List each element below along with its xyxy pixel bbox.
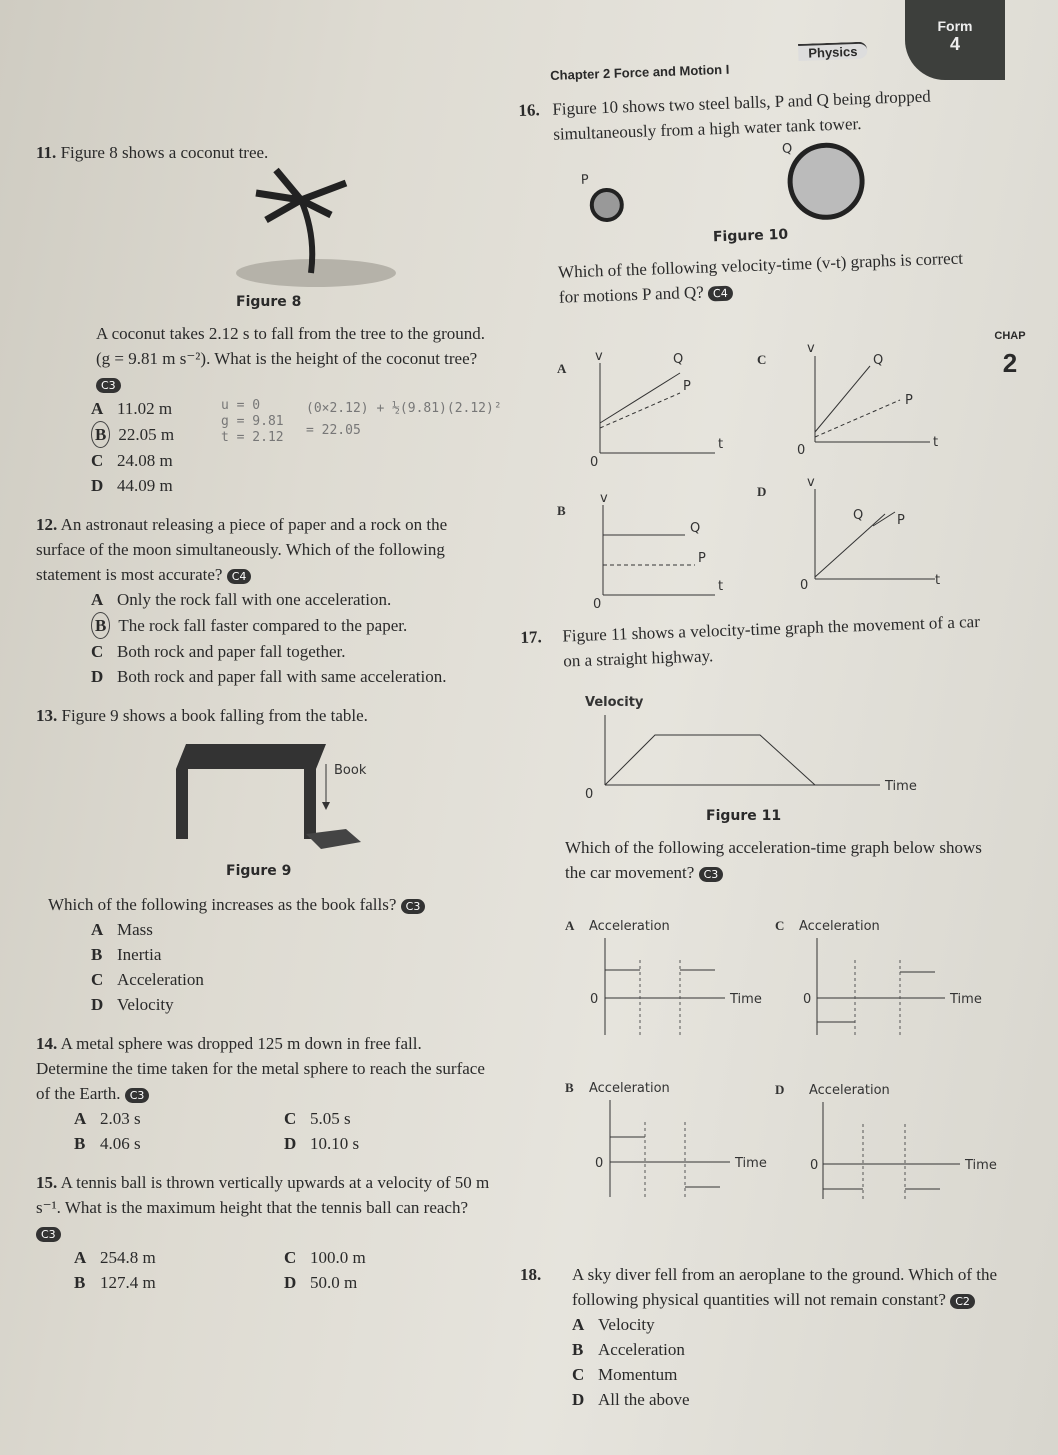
level-badge: C3: [699, 867, 724, 882]
option-a[interactable]: A 254.8 m: [74, 1248, 156, 1267]
svg-text:P: P: [580, 172, 590, 188]
option-c[interactable]: C Acceleration: [91, 970, 204, 989]
svg-text:C: C: [757, 352, 767, 367]
question-intro: Figure 9 shows a book falling from the table.: [61, 706, 368, 725]
chapter-title: Chapter 2 Force and Motion I: [550, 61, 730, 83]
option-c[interactable]: C 100.0 m: [284, 1248, 366, 1267]
level-badge: C3: [125, 1088, 150, 1103]
svg-text:0: 0: [585, 787, 594, 802]
at-graph-option-b[interactable]: [565, 1072, 785, 1202]
svg-text:v: v: [600, 491, 608, 506]
svg-text:D: D: [775, 1082, 785, 1097]
at-graph-option-a[interactable]: [565, 910, 785, 1040]
option-d[interactable]: D Velocity: [91, 995, 174, 1014]
question-11: [36, 140, 502, 498]
level-badge: C4: [227, 569, 252, 584]
question-15: 15. A tennis ball is thrown vertically upwards at a velocity of 50 m s⁻¹. What is the maximum height that the tennis ball can reach? C3 A 254.8 m C 100.0 m B 127.4 m D 50.0 m: [36, 1170, 491, 1295]
question-17: 17. Figure 11 shows a velocity-time graph the movement of a car on a straight highway.: [520, 609, 981, 675]
question-text: A metal sphere was dropped 125 m down in free fall. Determine the time taken for the metal sphere to reach the surface of the Earth.: [36, 1034, 485, 1103]
question-intro: Figure 11 shows a velocity-time graph the movement of a car on a straight highway.: [562, 611, 981, 671]
svg-text:0: 0: [797, 443, 806, 458]
vt-graph-option-b[interactable]: [555, 490, 755, 610]
option-b[interactable]: B 4.06 s: [74, 1134, 141, 1153]
vt-graph-option-d[interactable]: [755, 474, 955, 594]
level-badge: C3: [96, 378, 121, 393]
question-intro: Figure 8 shows a coconut tree.: [60, 143, 269, 162]
svg-text:0: 0: [800, 578, 809, 593]
svg-text:Q: Q: [673, 352, 684, 367]
figure-10-caption: Figure 10: [712, 226, 789, 246]
svg-text:0: 0: [590, 455, 599, 468]
form-tab: [905, 0, 1005, 80]
option-d[interactable]: D 44.09 m: [91, 476, 173, 495]
at-graph-option-c[interactable]: [775, 910, 1005, 1040]
question-intro: Figure 10 shows two steel balls, P and Q being dropped simultaneously from a high water tank tower.: [552, 86, 932, 144]
svg-text:v: v: [807, 341, 815, 356]
coconut-tree-figure: [216, 165, 416, 290]
option-a[interactable]: A Velocity: [572, 1315, 655, 1334]
svg-text:P: P: [698, 551, 706, 566]
option-c[interactable]: C 5.05 s: [284, 1109, 351, 1128]
svg-text:Acceleration: Acceleration: [589, 919, 670, 934]
svg-text:Time: Time: [950, 992, 982, 1007]
svg-text:P: P: [897, 513, 905, 528]
option-a[interactable]: A 2.03 s: [74, 1109, 141, 1128]
side-tab-label: CHAP: [994, 330, 1026, 342]
svg-text:0: 0: [595, 1156, 604, 1171]
svg-text:t: t: [933, 435, 939, 450]
svg-text:Acceleration: Acceleration: [809, 1083, 890, 1098]
svg-text:v: v: [807, 475, 815, 490]
svg-text:Acceleration: Acceleration: [589, 1081, 670, 1096]
left-column: [36, 140, 502, 1309]
svg-text:v: v: [595, 349, 603, 364]
option-a[interactable]: A Mass: [91, 920, 153, 939]
handwritten-working: u = 0 g = 9.81 t = 2.12: [221, 398, 284, 445]
svg-text:D: D: [757, 484, 767, 499]
svg-text:Velocity: Velocity: [585, 695, 644, 710]
book-label: Book: [334, 763, 367, 778]
question-18: 18. A sky diver fell from an aeroplane to the ground. Which of the following physical quantities will not remain constant? C2 A Velocity B Acceleration C Momentum D All the above: [520, 1262, 1020, 1412]
svg-text:Q: Q: [690, 521, 701, 536]
option-d[interactable]: D All the above: [572, 1390, 690, 1409]
side-tab: [980, 330, 1040, 379]
option-c[interactable]: C 24.08 m: [91, 451, 173, 470]
option-d[interactable]: D 50.0 m: [284, 1273, 358, 1292]
svg-text:t: t: [718, 437, 724, 452]
figure-11-caption: Figure 11: [706, 808, 782, 824]
handwritten-calculation: (0×2.12) + ½(9.81)(2.12)² = 22.05: [306, 401, 502, 438]
svg-text:Q: Q: [853, 508, 864, 523]
vt-graph-option-c[interactable]: [755, 340, 955, 465]
svg-text:A: A: [557, 361, 567, 376]
level-badge: C4: [708, 286, 733, 302]
question-12: 12. An astronaut releasing a piece of paper and a rock on the surface of the moon simultaneously. Which of the following statement is most accurate? C4 A Only the rock fall with one acceleration. B The rock fall faster compared to the paper. C Both rock and paper fall together. D Both rock and paper fall with same acceleration.: [36, 512, 491, 689]
option-b[interactable]: B Inertia: [91, 945, 162, 964]
svg-text:Time: Time: [735, 1156, 767, 1171]
svg-text:P: P: [905, 393, 913, 408]
level-badge: C3: [401, 899, 426, 914]
svg-text:0: 0: [803, 992, 812, 1007]
steel-balls-figure: [520, 133, 963, 232]
book-table-figure: [156, 734, 456, 859]
level-badge: C2: [950, 1294, 975, 1309]
option-b[interactable]: B 22.05 m: [91, 421, 491, 448]
at-graph-option-d[interactable]: [775, 1074, 1005, 1204]
svg-text:C: C: [775, 918, 785, 933]
question-16: 16. Figure 10 shows two steel balls, P and Q being dropped simultaneously from a high water tank tower. P Q Figure 10 Which of the following velocity-time (v-t) graphs is correct for motions P and Q? C4: [518, 83, 965, 311]
question-text: A tennis ball is thrown vertically upwards at a velocity of 50 m s⁻¹. What is the maximum height that the tennis ball can reach?: [36, 1173, 490, 1217]
svg-text:Q: Q: [781, 141, 793, 157]
option-c[interactable]: C Both rock and paper fall together.: [91, 642, 346, 661]
question-14: 14. A metal sphere was dropped 125 m down in free fall. Determine the time taken for the metal sphere to reach the surface of the Earth. C3 A 2.03 s C 5.05 s B 4.06 s D 10.10 s: [36, 1031, 491, 1156]
option-b[interactable]: B The rock fall faster compared to the paper.: [91, 612, 491, 639]
svg-text:B: B: [557, 503, 566, 518]
side-tab-number: 2: [1002, 348, 1018, 378]
form-label: Form: [937, 18, 973, 34]
figure-8-caption: Figure 8: [236, 294, 302, 310]
figure-9-caption: Figure 9: [226, 863, 292, 879]
question-text: Which of the following increases as the book falls?: [48, 895, 397, 914]
svg-text:t: t: [935, 573, 941, 588]
question-number: 11.: [36, 143, 57, 162]
svg-text:B: B: [565, 1080, 574, 1095]
svg-text:Time: Time: [730, 992, 762, 1007]
svg-text:t: t: [718, 579, 724, 594]
svg-text:Time: Time: [965, 1158, 997, 1173]
level-badge: C3: [36, 1227, 61, 1242]
svg-text:0: 0: [810, 1158, 819, 1173]
question-text: An astronaut releasing a piece of paper and a rock on the surface of the moon simultaneously. Which of the following statement is most accurate?: [36, 515, 448, 584]
question-text: Which of the following velocity-time (v-t) graphs is correct for motions P and Q?: [557, 248, 964, 307]
question-text: Which of the following acceleration-time graph below shows the car movement?: [565, 838, 982, 882]
option-b[interactable]: B 127.4 m: [74, 1273, 156, 1292]
form-number: 4: [949, 34, 960, 54]
option-b[interactable]: B Acceleration: [572, 1340, 685, 1359]
question-text: A sky diver fell from an aeroplane to the ground. Which of the following physical quantities will not remain constant?: [572, 1265, 998, 1309]
svg-text:Acceleration: Acceleration: [799, 919, 880, 934]
vt-graph-option-a[interactable]: [555, 348, 755, 468]
svg-text:0: 0: [590, 992, 599, 1007]
svg-text:Q: Q: [873, 353, 884, 368]
figure-11-vt-graph: [575, 690, 935, 802]
svg-text:0: 0: [593, 597, 602, 610]
question-text: A coconut takes 2.12 s to fall from the tree to the ground. (g = 9.81 m s⁻²). What is the height of the coconut tree?: [96, 324, 486, 368]
option-a[interactable]: A Only the rock fall with one acceleration.: [91, 590, 392, 609]
option-c[interactable]: C Momentum: [572, 1365, 678, 1384]
subject-badge: Physics: [798, 42, 868, 61]
option-d[interactable]: D Both rock and paper fall with same acceleration.: [91, 667, 447, 686]
question-13: 13. Figure 9 shows a book falling from the table. Book Figure 9 Which of the following increases as the book falls? C3 A Mass B Inertia C Acceleration D Velocity: [36, 703, 491, 1017]
option-a[interactable]: A 11.02 m: [91, 399, 173, 418]
svg-text:Time: Time: [885, 779, 917, 794]
svg-text:P: P: [683, 379, 691, 394]
svg-text:A: A: [565, 918, 575, 933]
option-d[interactable]: D 10.10 s: [284, 1134, 360, 1153]
